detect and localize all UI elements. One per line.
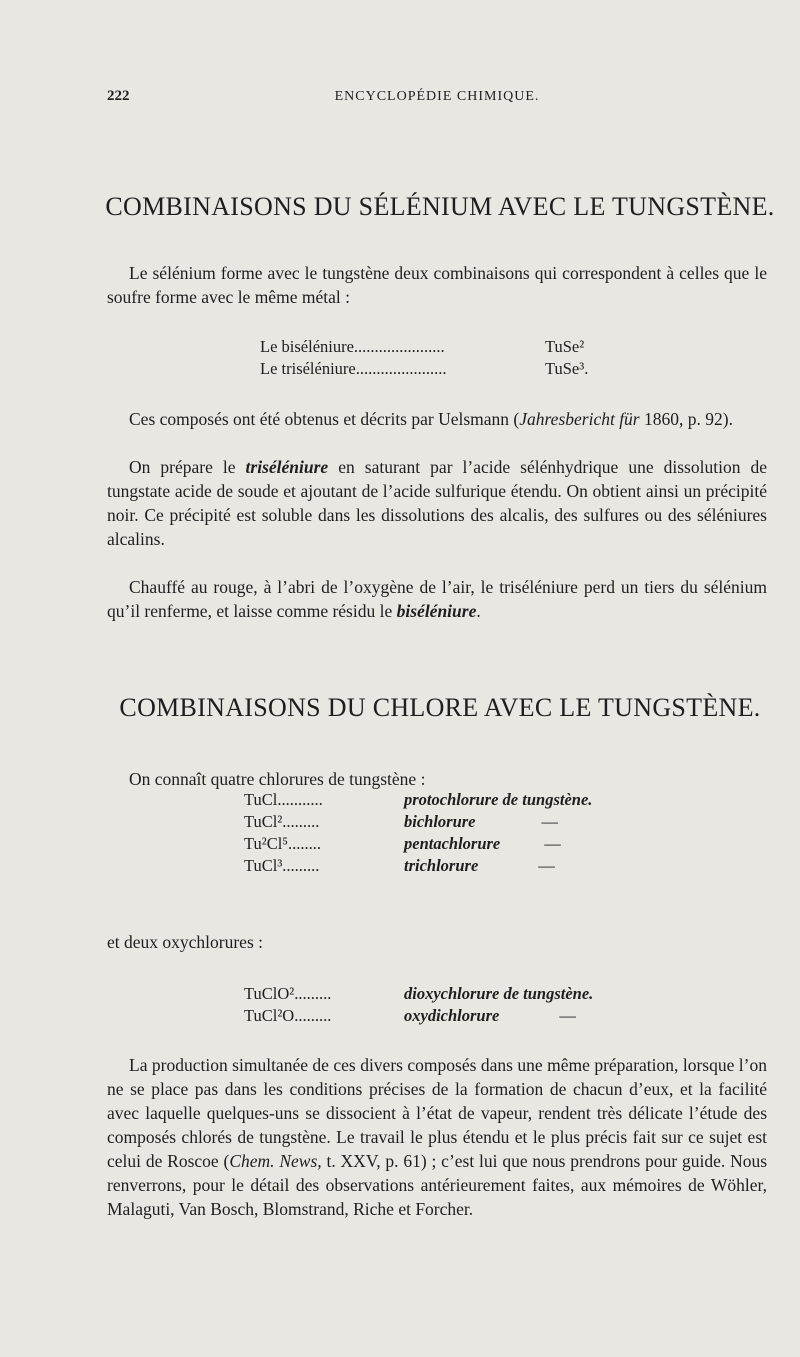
ditto-dash: — [559, 1006, 576, 1025]
leader-dots: ......... [294, 984, 332, 1003]
term-biselenide: biséléniure [396, 601, 477, 621]
chloride-formula: Tu²Cl⁵ [244, 834, 289, 853]
page-number: 222 [107, 88, 130, 104]
oxychloride-name: dioxychlorure de tungstène. [404, 984, 594, 1003]
chloride-name: bichlorure [404, 812, 476, 831]
paragraph-chlorides-intro: On connaît quatre chlorures de tungstène : [129, 769, 426, 789]
leader-dots: ......... [294, 1006, 332, 1025]
list-item [244, 983, 694, 1005]
compound-name: Le biséléniure [260, 337, 354, 356]
list-item [244, 789, 694, 811]
paragraph-triselenide-preparation: On prépare le triséléniure en saturant par l’acide sélénhydrique une dissolution de tungstate acide de soude et ajoutant de l’acide sulfurique étendu. On obtient ainsi un précipité noir. Ce précipité est soluble dans les dissolutions des alcalis, des sulfures ou des séléniures alcalins. [107, 457, 767, 549]
leader-dots: ...................... [355, 359, 447, 378]
compound-name: Le triséléniure [260, 359, 356, 378]
leader-dots: ........ [288, 834, 322, 853]
paragraph-uelsmann: Ces composés ont été obtenus et décrits par Uelsmann (Jahresbericht für 1860, p. 92). [129, 409, 733, 429]
chloride-list [244, 789, 694, 877]
list-item [260, 336, 585, 358]
leader-dots: ........... [277, 790, 323, 809]
page-header [107, 88, 767, 112]
section-title-selenium: COMBINAISONS DU SÉLÉNIUM AVEC LE TUNGSTÈNE. [105, 192, 775, 221]
chloride-formula: TuCl² [244, 812, 283, 831]
leader-dots: ...................... [353, 337, 445, 356]
oxychlorides-intro: et deux oxychlorures : [107, 932, 263, 952]
term-triselenide: triséléniure [245, 457, 329, 477]
chloride-formula: TuCl [244, 790, 278, 809]
section-title-chlorine: COMBINAISONS DU CHLORE AVEC LE TUNGSTÈNE. [119, 693, 761, 722]
chloride-name: trichlorure [404, 856, 479, 875]
paragraph-selenium-intro: Le sélénium forme avec le tungstène deux combinaisons qui correspondent à celles que le soufre forme avec le même métal : [107, 263, 767, 307]
ditto-dash: — [541, 812, 559, 831]
chloride-name: pentachlorure [404, 834, 501, 853]
oxychloride-formula: TuCl²O [244, 1006, 295, 1025]
compound-formula: TuSe² [545, 337, 585, 356]
selenide-list [260, 336, 589, 380]
ditto-dash: — [544, 834, 561, 853]
list-item [244, 855, 694, 877]
running-title: ENCYCLOPÉDIE CHIMIQUE. [334, 89, 540, 104]
paragraph-roscoe: La production simultanée de ces divers composés dans une même préparation, lorsque l’on ne se place pas dans les conditions précises de la formation de chacun d’eux, et la facilité avec laquelle quelques-uns se dissocient à l’état de vapeur, rendent très délicate l’étude des composés chlorés de tungstène. Le travail le plus étendu et le plus précis fait sur ce sujet est celui de Roscoe (Chem. News, t. XXV, p. 61) ; c’est lui que nous prendrons pour guide. Nous renverrons, pour le détail des observations antérieurement faites, aux mémoires de Wöhler, Malaguti, Van Bosch, Blomstrand, Riche et Forcher. [107, 1055, 768, 1219]
leader-dots: ......... [282, 812, 320, 831]
chloride-name: protochlorure de tungstène. [404, 790, 593, 809]
citation-journal: Chem. News, [229, 1151, 322, 1171]
list-item [244, 811, 694, 833]
oxychloride-list [244, 983, 694, 1027]
leader-dots: ......... [282, 856, 320, 875]
list-item [244, 1005, 694, 1027]
chloride-formula: TuCl³ [244, 856, 283, 875]
list-item [260, 358, 589, 380]
ditto-dash: — [538, 856, 555, 875]
oxychloride-name: oxydichlorure [404, 1006, 500, 1025]
paragraph-heating: Chauffé au rouge, à l’abri de l’oxygène de l’air, le triséléniure perd un tiers du sélénium qu’il renferme, et laisse comme résidu le biséléniure. [107, 577, 767, 621]
citation-journal: Jahresbericht für [519, 409, 640, 429]
compound-formula: TuSe³. [545, 359, 589, 378]
oxychloride-formula: TuClO² [244, 984, 295, 1003]
list-item [244, 833, 694, 855]
